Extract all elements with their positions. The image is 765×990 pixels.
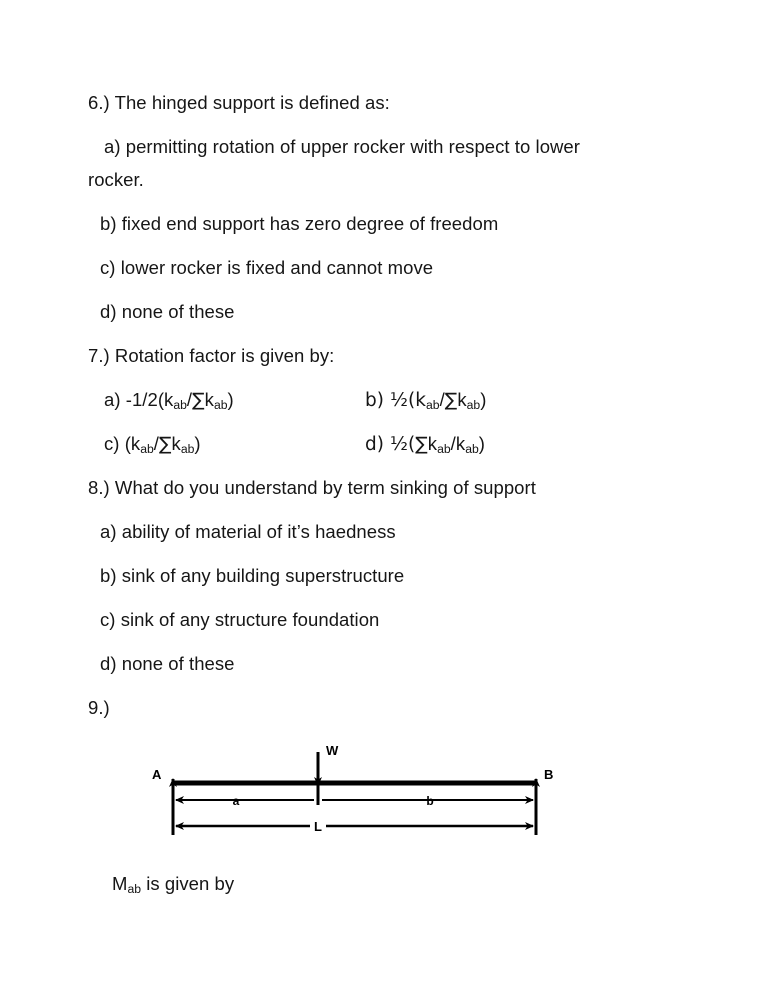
summation-icon: ∑ [159, 434, 172, 455]
moment-subscript: ab [127, 882, 142, 897]
option-d-subscript-2: ab [465, 442, 479, 457]
option-d-k2: k [455, 433, 466, 454]
option-d-k1: k [427, 433, 438, 454]
label-dimension-b: b [426, 794, 434, 808]
question-8-stem: 8.) What do you understand by term sinking of support [88, 477, 536, 498]
option-b-k2: k [457, 389, 467, 410]
moment-caption-text: is given by [141, 873, 235, 894]
question-6-option-a: a) permitting rotation of upper rocker with respect to lower [104, 136, 580, 157]
question-7-option-d [365, 433, 485, 457]
option-d-suffix: ) [478, 433, 485, 454]
question-8-option-c: c) sink of any structure foundation [100, 609, 380, 630]
label-dimension-L: L [314, 819, 322, 834]
question-9-stem: 9.) [88, 697, 110, 718]
option-b-subscript-1: ab [426, 398, 440, 413]
beam-diagram [140, 735, 570, 850]
option-c-k2: k [171, 433, 181, 454]
option-b-subscript-2: ab [466, 398, 481, 413]
question-7-option-b [365, 389, 486, 413]
question-8-option-a: a) ability of material of it’s haedness [100, 521, 396, 542]
option-c-divider: / [153, 433, 159, 454]
summation-icon: ∑ [415, 434, 428, 455]
option-b-divider: / [439, 389, 445, 410]
option-d-divider: / [450, 433, 456, 454]
question-8-option-d: d) none of these [100, 653, 235, 674]
option-d-subscript-1: ab [437, 442, 451, 457]
summation-icon: ∑ [192, 390, 205, 411]
option-a-divider: / [186, 389, 193, 410]
label-support-a: A [152, 767, 162, 782]
option-b-prefix: b) ½(k [365, 390, 427, 411]
option-c-subscript-2: ab [180, 442, 195, 457]
question-7-option-c [104, 433, 201, 457]
question-6-stem: 6.) The hinged support is defined as: [88, 92, 390, 113]
question-7-stem: 7.) Rotation factor is given by: [88, 345, 335, 366]
question-6-option-b: b) fixed end support has zero degree of freedom [100, 213, 499, 234]
label-dimension-a: a [232, 794, 240, 808]
option-a-subscript-1: ab [173, 398, 187, 413]
question-9-caption [112, 873, 234, 897]
option-a-subscript-2: ab [213, 398, 228, 413]
option-c-suffix: ) [194, 433, 201, 454]
question-6-option-c: c) lower rocker is fixed and cannot move [100, 257, 434, 278]
moment-symbol: M [112, 873, 128, 894]
option-a-k2: k [204, 389, 214, 410]
option-c-prefix: c) (k [104, 433, 141, 454]
option-c-subscript-1: ab [140, 442, 154, 457]
question-6-option-d: d) none of these [100, 301, 235, 322]
label-load-w: W [326, 743, 339, 758]
option-b-suffix: ) [480, 389, 487, 410]
question-8-option-b: b) sink of any building superstructure [100, 565, 405, 586]
summation-icon: ∑ [444, 390, 458, 411]
option-a-suffix: ) [227, 389, 234, 410]
option-a-prefix: a) -1/2(k [104, 389, 174, 410]
option-d-prefix: d) ½( [365, 434, 416, 455]
label-support-b: B [544, 767, 554, 782]
question-7-option-a [104, 389, 234, 413]
question-6-option-a-continuation: rocker. [88, 169, 144, 190]
